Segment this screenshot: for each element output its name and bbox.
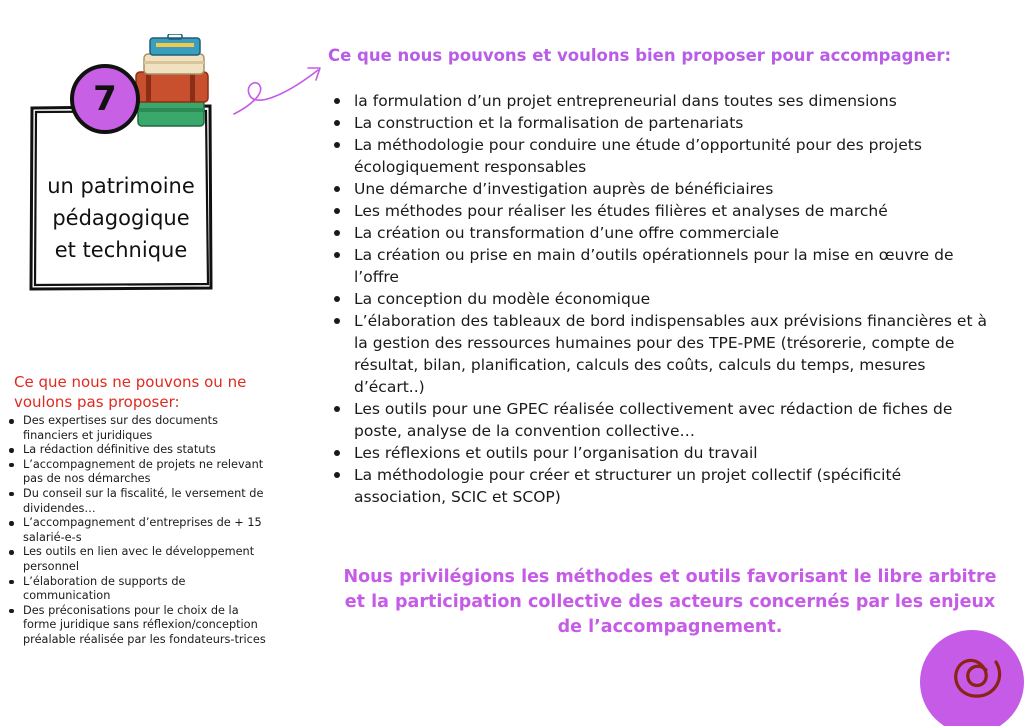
cannot-heading: Ce que nous ne pouvons ou ne voulons pas proposer: [14,373,247,411]
main-heading: Ce que nous pouvons et voulons bien proposer pour accompagner: [328,46,952,65]
list-item: Les outils pour une GPEC réalisée collectivement avec rédaction de fiches de poste, analyse de la convention collective… [330,398,998,442]
list-item: La méthodologie pour créer et structurer un projet collectif (spécificité association, SCIC et SCOP) [330,464,998,508]
list-item: Des expertises sur des documents financiers et juridiques [6,414,268,443]
list-item: L’accompagnement d’entreprises de + 15 salarié-e-s [6,516,268,545]
list-item: La rédaction définitive des statuts [6,443,268,458]
list-item: L’élaboration des tableaux de bord indispensables aux prévisions financières et à la gestion des ressources humaines pour des TPE-PME (trésorerie, compte de résultat, bilan, planification, calculs des coûts, calculs du temps, mesures d’écart..) [330,310,998,398]
highlight-statement: Nous privilégions les méthodes et outils favorisant le libre arbitre et la participation collective des acteurs concernés par les enjeux de l’accompagnement. [343,567,997,637]
number-badge-text: 7 [93,79,117,119]
list-item: Les réflexions et outils pour l’organisation du travail [330,442,998,464]
card-title [36,170,206,266]
list-item: L’élaboration de supports de communication [6,575,268,604]
can-list [330,90,998,508]
curly-arrow-icon [230,56,330,120]
spiral-circle-icon [916,624,1024,726]
list-item: La méthodologie pour conduire une étude d’opportunité pour des projets écologiquement responsables [330,134,998,178]
luggage-stack-icon [134,34,214,130]
list-item: Une démarche d’investigation auprès de bénéficiaires [330,178,998,200]
card-title-line: pédagogique [52,206,190,230]
list-item: Du conseil sur la fiscalité, le versement de dividendes… [6,487,268,516]
list-item: Les outils en lien avec le développement personnel [6,545,268,574]
cannot-list [6,414,268,648]
list-item: Des préconisations pour le choix de la forme juridique sans réflexion/conception préalable réalisée par les fondateurs-trices [6,604,268,648]
list-item: La conception du modèle économique [330,288,998,310]
number-badge [70,64,140,134]
card-title-line: et technique [54,238,188,262]
list-item: L’accompagnement de projets ne relevant pas de nos démarches [6,458,268,487]
list-item: La construction et la formalisation de partenariats [330,112,998,134]
list-item: Les méthodes pour réaliser les études filières et analyses de marché [330,200,998,222]
list-item: la formulation d’un projet entrepreneurial dans toutes ses dimensions [330,90,998,112]
card-title-line: un patrimoine [47,174,195,198]
list-item: La création ou prise en main d’outils opérationnels pour la mise en œuvre de l’offre [330,244,998,288]
list-item: La création ou transformation d’une offre commerciale [330,222,998,244]
